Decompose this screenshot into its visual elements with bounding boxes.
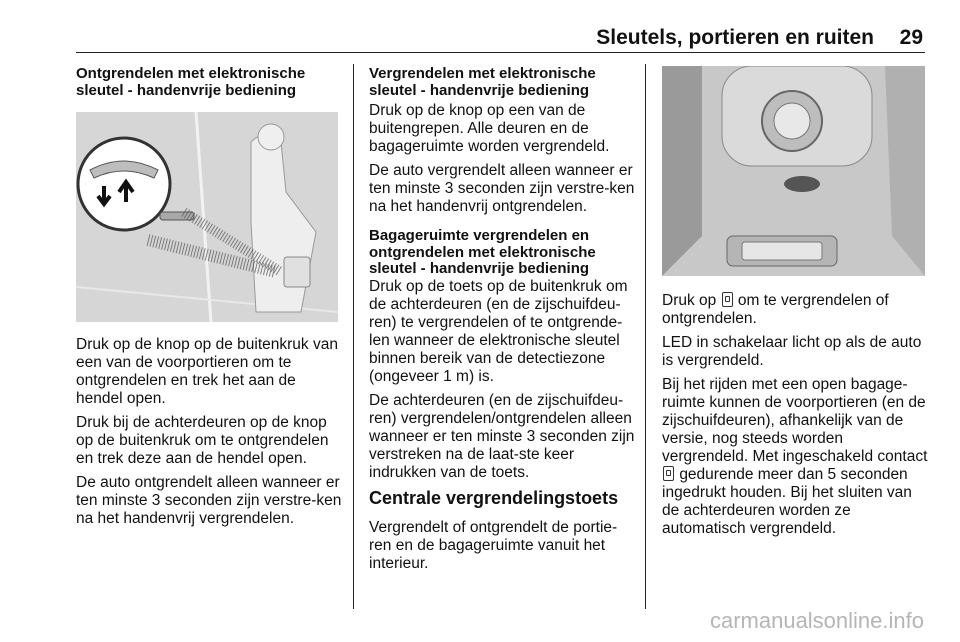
col3-p3-end: gedurende meer dan 5 seconden ingedrukt houden. Bij het sluiten van de achterdeuren worden ze automatisch vergrendeld. — [662, 466, 912, 537]
column-2 — [369, 66, 637, 579]
col1-paragraph-3: De auto ontgrendelt alleen wanneer er ten minste 3 seconden zijn verstre-ken na het handenvrij vergrendelen. — [76, 474, 342, 527]
column-divider-1 — [353, 64, 354, 609]
central-lock-switch-icon — [663, 466, 674, 481]
section-heading-central-lock: Centrale vergrendelingstoets — [369, 487, 619, 508]
watermark: carmanualsonline.info — [709, 608, 924, 633]
column-3-body — [662, 292, 928, 544]
column-1 — [76, 66, 346, 99]
col3-p1-start: Druk op — [662, 292, 717, 309]
col3-paragraph-1 — [662, 292, 928, 328]
handsfree-illustration — [76, 112, 338, 322]
col1-paragraph-2: Druk bij de achterdeuren op de knop op de buitenkruk om te ontgrendelen en trek deze aan de hendel open. — [76, 414, 329, 467]
col2-heading-1: Vergrendelen met elektronische sleutel - handenvrije bediening — [369, 65, 596, 99]
col1-paragraph-1: Druk op de knop op de buitenkruk van een van de voorportieren om te ontgrendelen en trek het aan de hendel open. — [76, 336, 338, 407]
col2-paragraph-1: Druk op de knop op een van de buitengrepen. Alle deuren en de bagageruimte worden vergrendeld. — [369, 102, 610, 155]
col2-paragraph-5: Vergrendelt of ontgrendelt de portie-ren en de bagageruimte vanuit het interieur. — [369, 518, 618, 572]
header-title: Sleutels, portieren en ruiten — [596, 26, 874, 49]
ceiling-console-illustration — [662, 66, 925, 276]
col1-heading: Ontgrendelen met elektronische sleutel - handenvrije bediening — [76, 65, 306, 99]
col3-p3-start: Bij het rijden met een open bagage-ruimte kunnen de voorportieren (en de zijschuifdeuren), afhankelijk van de versie, nog steeds worden vergrendeld. Met ingeschakeld contact — [662, 376, 928, 465]
col3-p1-end: om te vergrendelen of ontgrendelen. — [662, 292, 889, 327]
page-number: 29 — [899, 26, 923, 49]
col3-paragraph-2: LED in schakelaar licht op als de auto is vergrendeld. — [662, 334, 922, 369]
column-divider-2 — [645, 64, 646, 609]
col2-paragraph-3: Druk op de toets op de buitenkruk om de achterdeuren (en de zijschuifdeu-ren) te vergrendelen of te ontgrende-len wanneer de elektronische sleutel binnen bereik van de detectiezone (ongeveer 1 m) is. — [369, 277, 628, 385]
figure-central-lock-switch — [662, 66, 925, 276]
col3-paragraph-3 — [662, 376, 928, 538]
col2-heading-2: Bagageruimte vergrendelen en ontgrendelen met elektronische sleutel - handenvrije bediening — [369, 227, 596, 277]
central-lock-switch-icon — [722, 292, 733, 307]
col2-paragraph-4: De achterdeuren (en de zijschuifdeu-ren) vergrendelen/ontgrendelen alleen wanneer er ten minste 3 seconden zijn verstreken na de laat-ste keer indrukken van de toets. — [369, 391, 635, 481]
col2-paragraph-2: De auto vergrendelt alleen wanneer er ten minste 3 seconden zijn verstre-ken na het handenvrij ontgrendelen. — [369, 162, 635, 215]
header-rule — [76, 52, 925, 53]
figure-handsfree-unlock — [76, 112, 338, 322]
column-1-body — [76, 336, 346, 534]
